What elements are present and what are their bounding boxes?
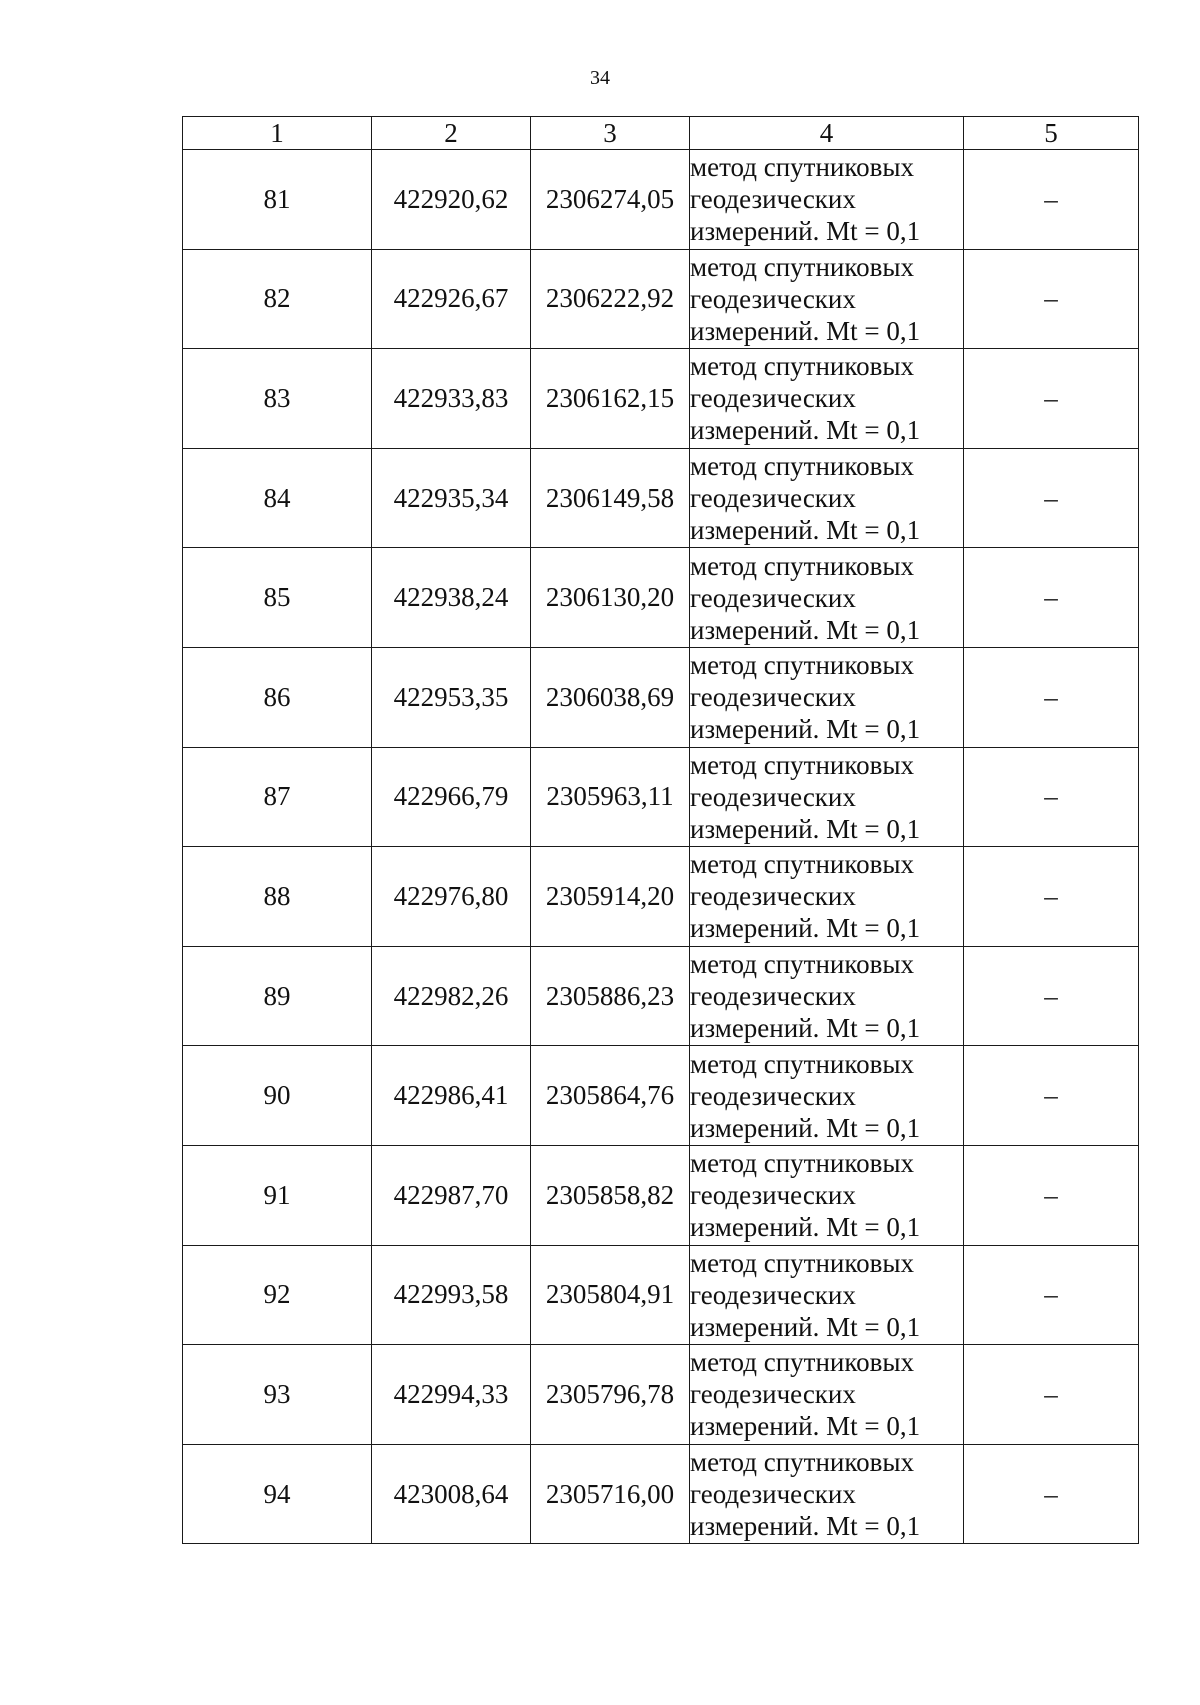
method-line: измерений. Mt = 0,1 — [690, 813, 921, 844]
table-row — [183, 747, 1139, 847]
method-line: измерений. Mt = 0,1 — [690, 714, 921, 745]
table-row — [183, 946, 1139, 1046]
note-cell: – — [964, 847, 1139, 947]
table-row — [183, 1046, 1139, 1146]
header-col-5: 5 — [964, 117, 1139, 150]
coordinate-x-cell: 422933,83 — [372, 349, 531, 449]
method-line: метод спутниковых — [690, 1347, 914, 1378]
header-col-2: 2 — [372, 117, 531, 150]
note-cell: – — [964, 249, 1139, 349]
coordinate-x-cell: 422993,58 — [372, 1245, 531, 1345]
coordinate-x-cell: 422938,24 — [372, 548, 531, 648]
table-row — [183, 349, 1139, 449]
method-line: геодезических — [690, 881, 856, 912]
coordinate-y-cell: 2305858,82 — [531, 1145, 690, 1245]
table-row — [183, 448, 1139, 548]
method-line: измерений. Mt = 0,1 — [690, 216, 921, 247]
page-number: 34 — [590, 67, 610, 89]
method-line: измерений. Mt = 0,1 — [690, 415, 921, 446]
table-row — [183, 150, 1139, 250]
coordinate-y-cell: 2306149,58 — [531, 448, 690, 548]
point-number-cell: 86 — [183, 647, 372, 747]
point-number-cell: 92 — [183, 1245, 372, 1345]
method-line: метод спутниковых — [690, 152, 914, 183]
method-line: геодезических — [690, 283, 856, 314]
point-number-cell: 90 — [183, 1046, 372, 1146]
point-number-cell: 89 — [183, 946, 372, 1046]
method-cell — [690, 150, 964, 250]
point-number-cell: 83 — [183, 349, 372, 449]
point-number-cell: 91 — [183, 1145, 372, 1245]
header-row — [183, 117, 1139, 150]
coordinate-x-cell: 422926,67 — [372, 249, 531, 349]
note-cell: – — [964, 946, 1139, 1046]
method-line: геодезических — [690, 582, 856, 613]
coordinate-x-cell: 423008,64 — [372, 1444, 531, 1544]
method-line: метод спутниковых — [690, 451, 914, 482]
coordinate-y-cell: 2305963,11 — [531, 747, 690, 847]
point-number-cell: 84 — [183, 448, 372, 548]
method-cell — [690, 1444, 964, 1544]
method-cell — [690, 249, 964, 349]
method-line: геодезических — [690, 1479, 856, 1510]
coordinate-x-cell: 422994,33 — [372, 1345, 531, 1445]
method-cell — [690, 349, 964, 449]
method-cell — [690, 946, 964, 1046]
method-cell — [690, 1245, 964, 1345]
method-line: метод спутниковых — [690, 351, 914, 382]
point-number-cell: 85 — [183, 548, 372, 648]
method-line: измерений. Mt = 0,1 — [690, 1411, 921, 1442]
note-cell: – — [964, 448, 1139, 548]
coordinate-y-cell: 2305804,91 — [531, 1245, 690, 1345]
method-cell — [690, 448, 964, 548]
point-number-cell: 81 — [183, 150, 372, 250]
coordinates-table — [182, 116, 1139, 1544]
coordinate-x-cell: 422982,26 — [372, 946, 531, 1046]
method-line: геодезических — [690, 1279, 856, 1310]
method-line: метод спутниковых — [690, 550, 914, 581]
coordinate-x-cell: 422986,41 — [372, 1046, 531, 1146]
coordinate-x-cell: 422920,62 — [372, 150, 531, 250]
point-number-cell: 93 — [183, 1345, 372, 1445]
method-cell — [690, 1345, 964, 1445]
method-line: измерений. Mt = 0,1 — [690, 315, 921, 346]
method-line: метод спутниковых — [690, 1247, 914, 1278]
coordinate-x-cell: 422935,34 — [372, 448, 531, 548]
coordinate-x-cell: 422953,35 — [372, 647, 531, 747]
table-body — [183, 150, 1139, 1544]
note-cell: – — [964, 349, 1139, 449]
note-cell: – — [964, 1046, 1139, 1146]
coordinate-y-cell: 2305914,20 — [531, 847, 690, 947]
table-row — [183, 1245, 1139, 1345]
coordinate-y-cell: 2306162,15 — [531, 349, 690, 449]
note-cell: – — [964, 647, 1139, 747]
method-line: метод спутниковых — [690, 749, 914, 780]
method-line: метод спутниковых — [690, 949, 914, 980]
table-row — [183, 647, 1139, 747]
header-col-3: 3 — [531, 117, 690, 150]
method-line: геодезических — [690, 184, 856, 215]
method-line: геодезических — [690, 981, 856, 1012]
note-cell: – — [964, 548, 1139, 648]
point-number-cell: 82 — [183, 249, 372, 349]
coordinate-y-cell: 2306274,05 — [531, 150, 690, 250]
method-line: измерений. Mt = 0,1 — [690, 1212, 921, 1243]
method-line: геодезических — [690, 383, 856, 414]
method-line: геодезических — [690, 781, 856, 812]
point-number-cell: 88 — [183, 847, 372, 947]
method-line: измерений. Mt = 0,1 — [690, 1511, 921, 1542]
method-line: геодезических — [690, 1379, 856, 1410]
table-row — [183, 1345, 1139, 1445]
note-cell: – — [964, 1145, 1139, 1245]
coordinate-x-cell: 422976,80 — [372, 847, 531, 947]
method-line: метод спутниковых — [690, 1447, 914, 1478]
method-line: геодезических — [690, 682, 856, 713]
method-line: измерений. Mt = 0,1 — [690, 614, 921, 645]
method-line: метод спутниковых — [690, 849, 914, 880]
method-line: метод спутниковых — [690, 1148, 914, 1179]
note-cell: – — [964, 747, 1139, 847]
header-col-1: 1 — [183, 117, 372, 150]
table-row — [183, 548, 1139, 648]
coordinate-y-cell: 2305716,00 — [531, 1444, 690, 1544]
method-line: геодезических — [690, 1080, 856, 1111]
method-line: геодезических — [690, 1180, 856, 1211]
point-number-cell: 87 — [183, 747, 372, 847]
method-line: измерений. Mt = 0,1 — [690, 1112, 921, 1143]
coordinate-x-cell: 422966,79 — [372, 747, 531, 847]
table-row — [183, 249, 1139, 349]
coordinate-y-cell: 2305886,23 — [531, 946, 690, 1046]
method-line: измерений. Mt = 0,1 — [690, 913, 921, 944]
coordinate-y-cell: 2305796,78 — [531, 1345, 690, 1445]
note-cell: – — [964, 1245, 1139, 1345]
coordinate-y-cell: 2306038,69 — [531, 647, 690, 747]
table-row — [183, 847, 1139, 947]
method-cell — [690, 1046, 964, 1146]
method-cell — [690, 647, 964, 747]
note-cell: – — [964, 1444, 1139, 1544]
method-cell — [690, 1145, 964, 1245]
coordinate-y-cell: 2305864,76 — [531, 1046, 690, 1146]
coordinate-x-cell: 422987,70 — [372, 1145, 531, 1245]
point-number-cell: 94 — [183, 1444, 372, 1544]
coordinate-y-cell: 2306222,92 — [531, 249, 690, 349]
method-line: метод спутниковых — [690, 650, 914, 681]
note-cell: – — [964, 1345, 1139, 1445]
table-row — [183, 1145, 1139, 1245]
method-line: геодезических — [690, 483, 856, 514]
method-line: измерений. Mt = 0,1 — [690, 1013, 921, 1044]
method-cell — [690, 747, 964, 847]
method-line: метод спутниковых — [690, 1048, 914, 1079]
method-cell — [690, 548, 964, 648]
method-line: измерений. Mt = 0,1 — [690, 1311, 921, 1342]
header-col-4: 4 — [690, 117, 964, 150]
table-row — [183, 1444, 1139, 1544]
method-cell — [690, 847, 964, 947]
method-line: измерений. Mt = 0,1 — [690, 515, 921, 546]
table-header — [183, 117, 1139, 150]
coordinate-y-cell: 2306130,20 — [531, 548, 690, 648]
note-cell: – — [964, 150, 1139, 250]
method-line: метод спутниковых — [690, 251, 914, 282]
